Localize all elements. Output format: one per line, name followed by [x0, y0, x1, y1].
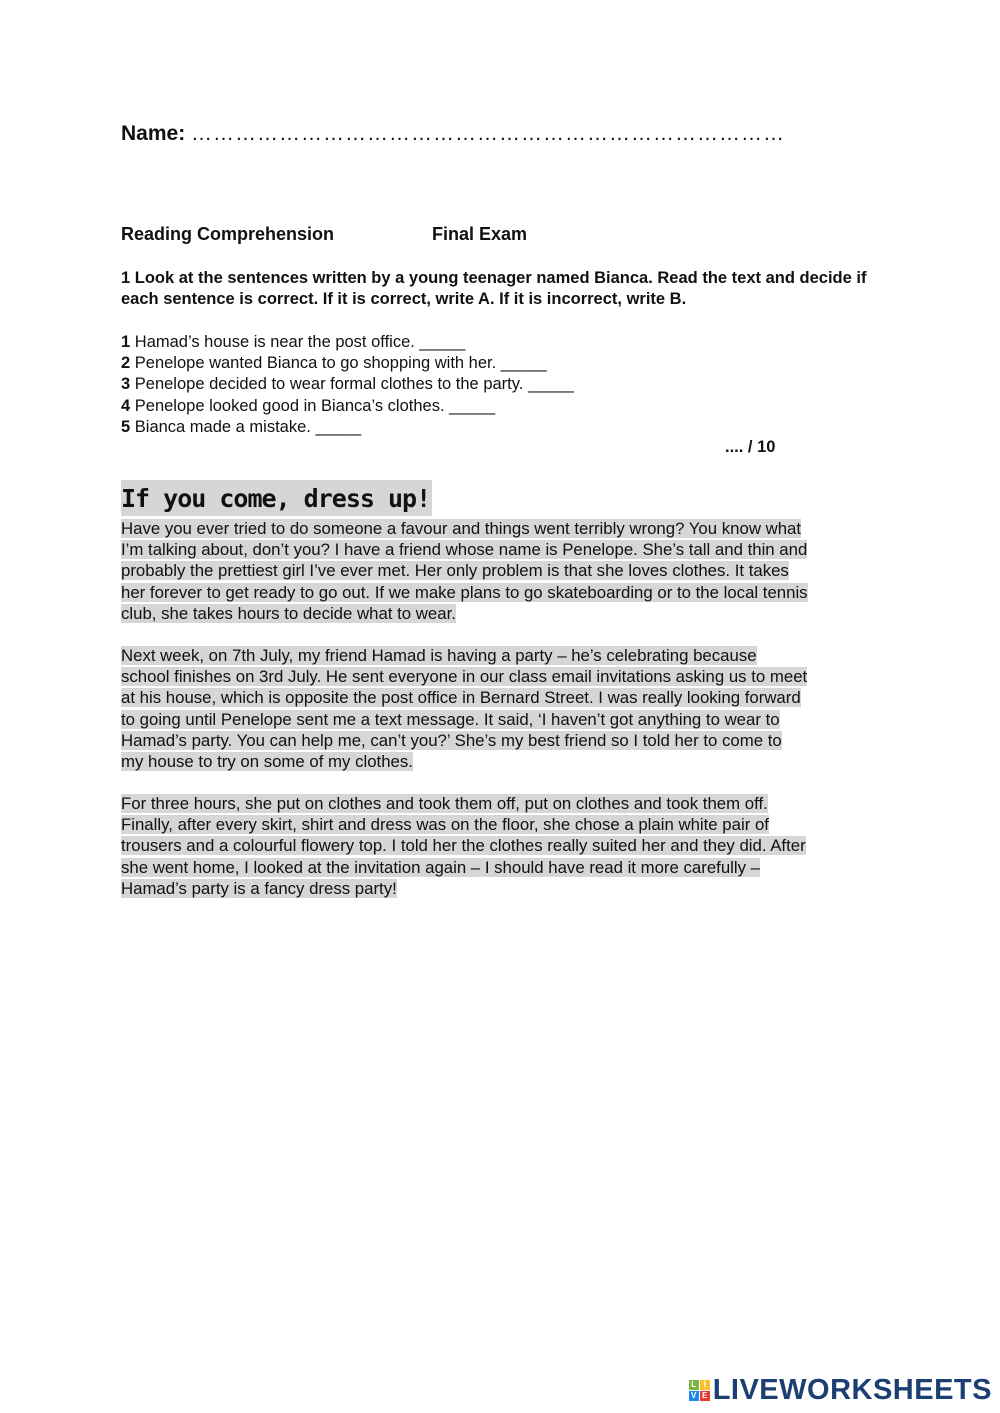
question-text: Hamad’s house is near the post office. _____ [130, 333, 466, 351]
name-field[interactable]: ……………………………………………………………………… [191, 122, 786, 145]
subject-heading: Reading Comprehension [121, 224, 335, 244]
story-line [121, 603, 808, 624]
story-line [121, 814, 806, 835]
story-line-text: her forever to get ready to go out. If we make plans to go skateboarding or to the local tennis [121, 582, 808, 602]
story-line [121, 857, 806, 878]
story-line [121, 835, 806, 856]
story-line [121, 645, 807, 666]
logo-cubes-icon: L I V E [689, 1380, 710, 1401]
story-line-text: Hamad’s party. You can help me, can’t you?’ She’s my best friend so I told her to come to [121, 730, 782, 750]
question-text: Penelope decided to wear formal clothes to the party. _____ [130, 375, 574, 394]
question-number: 3 [121, 375, 131, 394]
liveworksheets-logo [689, 1374, 992, 1407]
story-line [121, 666, 807, 687]
story-line-text: Hamad’s party is a fancy dress party! [121, 878, 397, 898]
story-line [121, 793, 806, 814]
question-number: 5 [121, 417, 131, 436]
story-line [121, 582, 808, 603]
story-paragraph-3 [121, 793, 806, 899]
question-text: Bianca made a mistake. _____ [130, 417, 362, 436]
question-item [121, 417, 574, 438]
story-line-text: For three hours, she put on clothes and took them off, put on clothes and took them off. [121, 794, 768, 813]
question-number: 1 [121, 333, 131, 351]
exam-heading: Final Exam [432, 224, 528, 244]
story-line [121, 751, 807, 772]
story-line-text: at his house, which is opposite the post office in Bernard Street. I was really looking forward [121, 688, 801, 708]
question-number: 4 [121, 396, 131, 415]
story-line [121, 518, 808, 539]
story-line-text: my house to try on some of my clothes. [121, 752, 413, 772]
story-line-text: club, she takes hours to decide what to wear. [121, 603, 456, 623]
story-line-text: trousers and a colourful flowery top. I told her the clothes really suited her and they did. After [121, 836, 806, 856]
story-line [121, 560, 808, 581]
story-paragraph-1 [121, 518, 808, 624]
name-label: Name: [121, 122, 186, 145]
instructions: 1 Look at the sentences written by a young teenager named Bianca. Read the text and decide if each sentence is correct. If it is correct, write A. If it is incorrect, write B. [121, 269, 867, 308]
story-line [121, 687, 807, 708]
story-line [121, 878, 806, 899]
question-item [121, 374, 574, 395]
logo-text: LIVEWORKSHEETS [712, 1374, 992, 1406]
question-item [121, 353, 574, 374]
story-paragraph-2 [121, 645, 807, 772]
story-line-text: school finishes on 3rd July. He sent everyone in our class email invitations asking us to meet [121, 667, 808, 687]
question-item [121, 396, 574, 417]
story-title: If you come, dress up! [121, 480, 432, 516]
question-number: 2 [121, 354, 131, 373]
story-line-text: Next week, on 7th July, my friend Hamad is having a party – he’s celebrating because [121, 646, 757, 665]
story-line [121, 709, 807, 730]
story-line-text: she went home, I looked at the invitation again – I should have read it more carefully – [121, 857, 760, 877]
story-line [121, 539, 808, 560]
story-line-text: probably the prettiest girl I’ve ever met. Her only problem is that she loves clothes. It takes [121, 561, 789, 581]
story-line-text: I’m talking about, don’t you? I have a friend whose name is Penelope. She’s tall and thin and [121, 540, 808, 560]
question-list [121, 332, 574, 438]
question-text: Penelope looked good in Bianca’s clothes. _____ [130, 396, 495, 415]
question-text: Penelope wanted Bianca to go shopping with her. _____ [130, 354, 547, 373]
story-line-text: Finally, after every skirt, shirt and dress was on the floor, she chose a plain white pair of [121, 815, 769, 835]
name-line [121, 122, 785, 146]
story-line-text: to going until Penelope sent me a text message. It said, ‘I haven’t got anything to wear to [121, 709, 780, 729]
story-line [121, 730, 807, 751]
question-item [121, 332, 574, 353]
score: .... / 10 [725, 438, 776, 456]
story-line-text: Have you ever tried to do someone a favour and things went terribly wrong? You know what [121, 519, 802, 538]
